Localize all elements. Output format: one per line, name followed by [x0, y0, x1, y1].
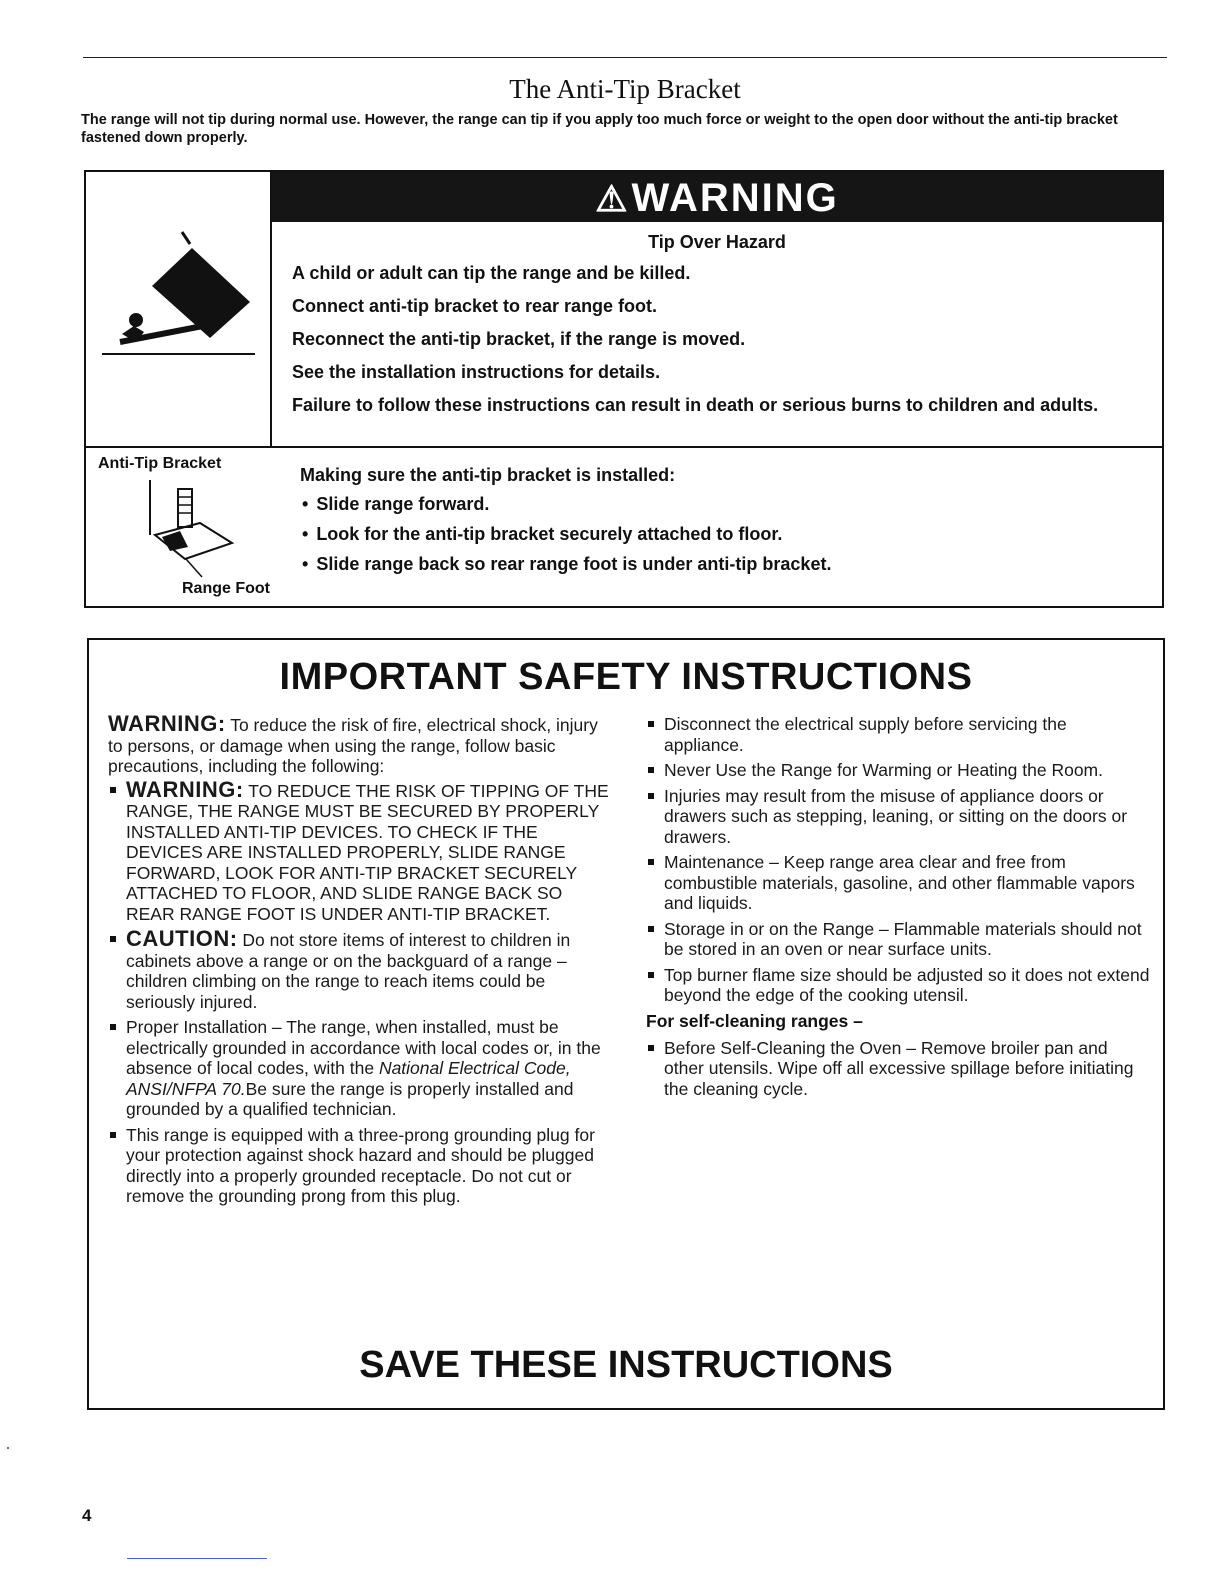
safety-item [646, 760, 1151, 781]
page-number: 4 [82, 1506, 92, 1525]
safety-item-text: Maintenance – Keep range area clear and free from combustible materials, gasoline, and other flammable vapors and liquids. [664, 852, 1135, 913]
caution-text: Do not store items of interest to children in cabinets above a range or on the backguard of a range – children climbing on the range to reach items could be seriously injured. [126, 930, 571, 1012]
safety-item [646, 786, 1151, 848]
warning-header-label: WARNING [631, 176, 839, 220]
check-title: Making sure the anti-tip bracket is installed: [300, 465, 676, 485]
safety-item [646, 965, 1151, 1006]
bullet-square-icon [648, 793, 654, 799]
range-foot-label: Range Foot [182, 580, 270, 597]
tip-over-icon [100, 230, 260, 360]
warning-line: Failure to follow these instructions can result in death or serious burns to children and adults. [292, 395, 1099, 415]
warning-lead: WARNING: [108, 711, 226, 736]
bullet-square-icon [648, 1045, 654, 1051]
bullet-square-icon [648, 767, 654, 773]
margin-dot [7, 1447, 9, 1449]
warning-paragraph [108, 711, 613, 777]
warning-line: Connect anti-tip bracket to rear range foot. [292, 296, 658, 316]
check-item: • Slide range back so rear range foot is under anti-tip bracket. [302, 553, 831, 575]
safety-item [108, 1125, 613, 1207]
safety-item [646, 1038, 1151, 1100]
intro-text: The range will not tip during normal use. However, the range can tip if you apply too much force or weight to the open door without the anti-tip bracket fastened down properly. [81, 112, 1118, 146]
bullet-square-icon [110, 787, 116, 793]
install-italic: National Electrical Code, ANSI/NFPA 70. [126, 1058, 571, 1099]
safety-right-column [646, 714, 1151, 1104]
caution-lead: CAUTION: [126, 926, 238, 951]
tip-warning-text: TO REDUCE THE RISK OF TIPPING OF THE RANGE, THE RANGE MUST BE SECURED BY PROPERLY INSTALLED ANTI-TIP DEVICES. TO CHECK IF THE DEVICES ARE INSTALLED PROPERLY, SLIDE RANGE FORWARD, LOOK FOR ANTI-TIP BRACKET SECURELY ATTACHED TO FLOOR, AND SLIDE RANGE BACK SO REAR RANGE FOOT IS UNDER ANTI-TIP BRACKET. [126, 780, 609, 924]
bullet-square-icon [110, 936, 116, 942]
warning-line: Reconnect the anti-tip bracket, if the range is moved. [292, 329, 746, 349]
warning-lines [292, 262, 1142, 427]
safety-item [108, 1017, 613, 1120]
top-rule [83, 57, 1167, 58]
warning-triangle-icon: ⚠ [595, 178, 630, 219]
safety-title: IMPORTANT SAFETY INSTRUCTIONS [279, 656, 973, 698]
warning-line: See the installation instructions for details. [292, 362, 661, 382]
safety-item [108, 926, 613, 1012]
self-cleaning-subhead: For self-cleaning ranges – [646, 1010, 863, 1031]
warning-text: To reduce the risk of fire, electrical shock, injury to persons, or damage when using the range, follow basic precautions, including the following: [108, 715, 598, 776]
save-instructions-heading: SAVE THESE INSTRUCTIONS [359, 1344, 893, 1386]
footer-rule [127, 1558, 267, 1559]
install-text-a: Proper Installation – The range, when installed, must be electrically grounded in accordance with local codes or, in the absence of local codes, with the [126, 1017, 601, 1078]
hazard-title: Tip Over Hazard [648, 232, 786, 252]
safety-item [108, 776, 613, 925]
warning-line: A child or adult can tip the range and be killed. [292, 263, 691, 283]
bullet-square-icon [110, 1024, 116, 1030]
anti-tip-bracket-icon [140, 475, 240, 580]
check-list [302, 493, 831, 583]
safety-left-column [108, 711, 613, 1212]
safety-item-text: Storage in or on the Range – Flammable materials should not be stored in an oven or near surface units. [664, 918, 1142, 959]
safety-item-text: Disconnect the electrical supply before servicing the appliance. [664, 714, 1067, 755]
plug-text: This range is equipped with a three-prong grounding plug for your protection against shock hazard and should be plugged directly into a properly grounded receptacle. Do not cut or remove the grounding prong from this plug. [126, 1124, 595, 1206]
warning-divider-horizontal [84, 446, 1164, 448]
check-item: • Look for the anti-tip bracket securely attached to floor. [302, 523, 831, 545]
safety-item [646, 714, 1151, 755]
bullet-square-icon [648, 859, 654, 865]
bullet-square-icon [648, 972, 654, 978]
safety-item-text: Top burner flame size should be adjusted so it does not extend beyond the edge of the cooking utensil. [664, 964, 1150, 1005]
safety-item-text: Never Use the Range for Warming or Heating the Room. [664, 760, 1103, 780]
safety-item-text: Injuries may result from the misuse of appliance doors or drawers such as stepping, leaning, or sitting on the doors or drawers. [664, 785, 1128, 847]
bullet-square-icon [110, 1132, 116, 1138]
safety-item [646, 852, 1151, 914]
tip-warning-lead: WARNING: [126, 776, 244, 802]
safety-item-text: Before Self-Cleaning the Oven – Remove broiler pan and other utensils. Wipe off all excessive spillage before initiating the cleaning cycle. [664, 1037, 1134, 1099]
warning-header [272, 172, 1162, 222]
install-text-b: Be sure the range is properly installed and grounded by a qualified technician. [126, 1078, 574, 1119]
bullet-square-icon [648, 721, 654, 727]
anti-tip-bracket-label: Anti-Tip Bracket [98, 455, 222, 472]
safety-item [646, 919, 1151, 960]
check-item: • Slide range forward. [302, 493, 831, 515]
bullet-square-icon [648, 926, 654, 932]
page-title: The Anti-Tip Bracket [509, 74, 741, 104]
